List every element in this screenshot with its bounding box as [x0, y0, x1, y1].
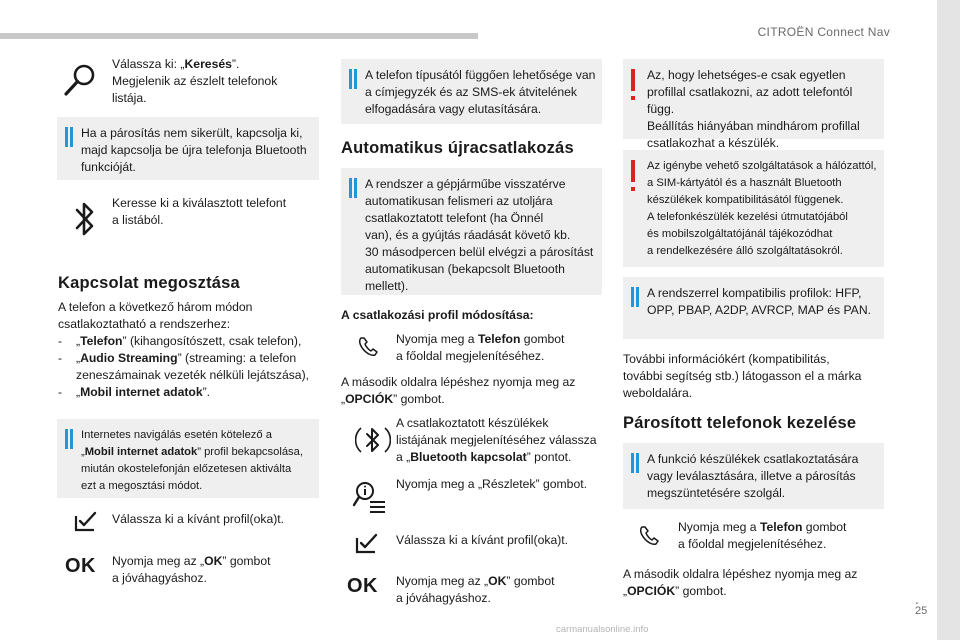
- share-list: - „Telefon” (kihangosítószett, csak telefon), - „Audio Streaming” (streaming: a telefon zeneszámainak vezeték nélküli lejátszása), - „Mobil internet adatok”.: [58, 333, 328, 401]
- step-search: Válassza ki: „Keresés”. Megjelenik az észlelt telefonok listája.: [112, 57, 278, 105]
- more-info-text: További információkért (kompatibilitás, további segítség stb.) látogasson el a márka weboldalára.: [623, 352, 862, 400]
- note-internet: Internetes navigálás esetén kötelező a „Mobil internet adatok” profil bekapcsolása, miután okostelefonján előzetesen aktiválta ezt a megosztási módot.: [57, 419, 319, 498]
- details-icon: [352, 478, 388, 516]
- step-bt-list: A csatlakoztatott készülékek listájának megjelenítéséhez válassza a „Bluetooth kapcsolat” pontot.: [396, 416, 597, 464]
- share-intro: A telefon a következő három módon csatlakoztatható a rendszerhez:: [58, 300, 253, 331]
- step-phone-2: Nyomja meg a Telefon gombot a főoldal megjelenítéséhez.: [678, 520, 847, 551]
- note-compatible-profiles: A rendszerrel kompatibilis profilok: HFP, OPP, PBAP, A2DP, AVRCP, MAP és PAN.: [623, 277, 884, 339]
- bluetooth-icon: [74, 199, 96, 239]
- note-pairing: Ha a párosítás nem sikerült, kapcsolja ki, majd kapcsolja be újra telefonja Bluetooth funkcióját.: [57, 117, 319, 180]
- warning-services: Az igénybe vehető szolgáltatások a hálózattól, a SIM-kártyától és a használt Bluetooth készülékek kompatibilitásától függenek. A telefonkészülék kezelési útmutatójából és mobilszolgáltatójánál tájékozódhat a rendelkezésére álló szolgáltatásokról.: [623, 150, 884, 267]
- info-marker-icon: [631, 287, 639, 307]
- info-marker-icon: [65, 127, 73, 147]
- heading-share: Kapcsolat megosztása: [58, 274, 240, 292]
- heading-auto-reconnect: Automatikus újracsatlakozás: [341, 139, 574, 157]
- step-ok-2: Nyomja meg az „OK” gombot a jóváhagyáshoz.: [396, 574, 555, 605]
- share-list-item: - „Audio Streaming” (streaming: a telefon: [58, 351, 297, 365]
- phone-icon: [637, 524, 661, 548]
- info-marker-icon: [349, 178, 357, 198]
- profile-mod-title: A csatlakozási profil módosítása:: [341, 308, 534, 322]
- checkbox-icon: [73, 509, 99, 533]
- ok-icon: OK: [347, 575, 378, 597]
- step-select-phone: Keresse ki a kiválasztott telefont a listából.: [112, 196, 287, 227]
- second-page-text: A második oldalra lépéshez nyomja meg az „OPCIÓK” gombot.: [341, 375, 576, 406]
- search-icon: [60, 60, 100, 102]
- header-title: CITROËN Connect Nav: [757, 25, 890, 39]
- checkbox-icon: [354, 531, 380, 555]
- heading-paired-phones: Párosított telefonok kezelése: [623, 414, 857, 432]
- step-details: Nyomja meg a „Részletek” gombot.: [396, 477, 588, 491]
- info-marker-icon: [349, 69, 357, 89]
- page-side-bar: [937, 0, 960, 640]
- step-phone: Nyomja meg a Telefon gombot a főoldal megjelenítéséhez.: [396, 332, 565, 363]
- phone-icon: [356, 335, 380, 359]
- share-list-item: - „Telefon” (kihangosítószett, csak telefon),: [58, 334, 302, 348]
- second-page-text-2: A második oldalra lépéshez nyomja meg az „OPCIÓK” gombot.: [623, 567, 858, 598]
- warning-marker-icon: [631, 160, 635, 182]
- info-marker-icon: [65, 429, 73, 449]
- step-ok: Nyomja meg az „OK” gombot a jóváhagyáshoz.: [112, 554, 271, 585]
- note-paired: A funkció készülékek csatlakoztatására vagy leválasztására, illetve a párosítás megszüntetésére szolgál.: [623, 443, 884, 509]
- ok-icon: OK: [65, 555, 96, 577]
- step-profiles: Válassza ki a kívánt profil(oka)t.: [112, 512, 285, 526]
- note-auto-reconnect: A rendszer a gépjárműbe visszatérve automatikusan felismeri az utoljára csatlakoztatott telefont (ha Önnél van), és a gyújtás ráadását követő kb. 30 másodpercen belül elvégzi a párosítást automatikusan (bekapcsolt Bluetooth mellett).: [341, 168, 602, 295]
- share-list-item: - „Mobil internet adatok”.: [58, 385, 211, 399]
- page-dot: .: [915, 591, 919, 607]
- page-number: 25: [915, 605, 928, 617]
- note-phone-type: A telefon típusától függően lehetősége van a címjegyzék és az SMS-ek átvitelének elfogadására vagy elutasítására.: [341, 59, 602, 124]
- bluetooth-circle-icon: [355, 420, 391, 460]
- info-marker-icon: [631, 453, 639, 473]
- warning-single-profile: Az, hogy lehetséges-e csak egyetlen profillal csatlakozni, az adott telefontól függ. Beállítás hiányában mindhárom profillal csatlakozhat a készülék.: [623, 59, 884, 139]
- warning-marker-icon: [631, 69, 635, 91]
- watermark: carmanualsonline.info: [556, 624, 649, 635]
- step-profiles-2: Válassza ki a kívánt profil(oka)t.: [396, 533, 569, 547]
- header-rule: [0, 33, 478, 39]
